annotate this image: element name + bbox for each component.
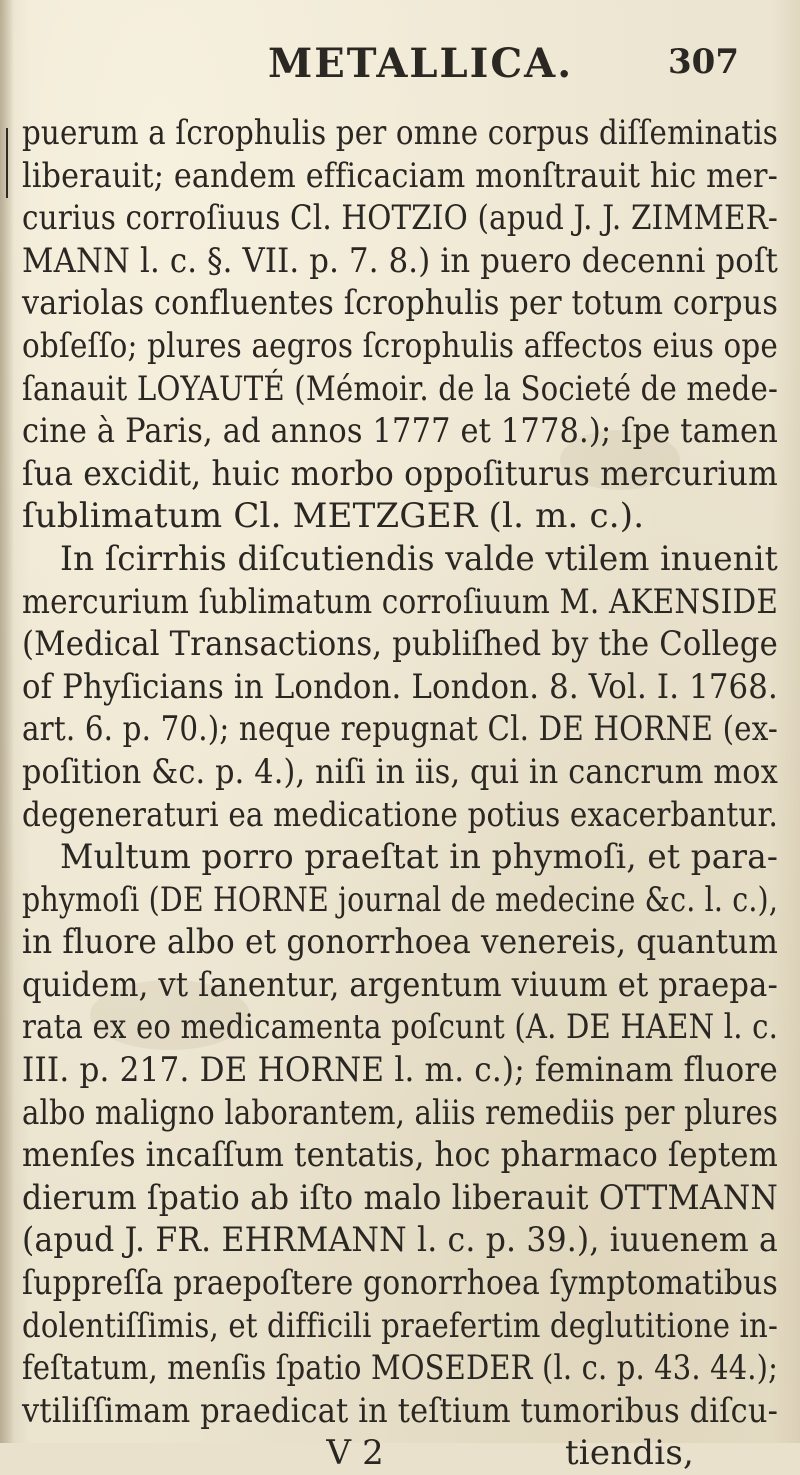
body-text (22, 112, 778, 1475)
text-line: (apud J. FR. EHRMANN l. c. p. 39.), iuuenem a (22, 1220, 778, 1261)
text-line: (Medical Transactions, publiſhed by the College (22, 624, 778, 665)
text-line: dolentiſſimis, et difficili praefertim deglutitione in- (22, 1305, 778, 1346)
text-line: menſes incaſſum tentatis, hoc pharmaco ſeptem (22, 1135, 779, 1176)
paragraph-start-line: In ſcirrhis diſcutiendis valde vtilem inuenit (60, 538, 779, 579)
page-number: 307 (668, 42, 739, 82)
text-line: MANN l. c. §. VII. p. 7. 8.) in puero decenni poſt (22, 240, 779, 281)
text-line: cine à Paris, ad annos 1777 et 1778.); ſpe tamen (22, 411, 778, 452)
text-line: ſanauit LOYAUTÉ (Mémoir. de la Societé de mede- (22, 368, 779, 409)
text-line: III. p. 217. DE HORNE l. m. c.); feminam fluore (22, 1050, 778, 1091)
text-line: vtiliſſimam praedicat in teſtium tumoribus diſcu- (22, 1390, 779, 1431)
text-line: phymoſi (DE HORNE journal de medecine &c. l. c.), (22, 879, 779, 920)
text-line: of Phyſicians in London. London. 8. Vol. I. 1768. (22, 666, 778, 707)
binding-shadow (0, 0, 14, 1443)
text-line: albo maligno laborantem, aliis remediis per plures (22, 1092, 779, 1133)
text-line: degeneraturi ea medicatione potius exacerbantur. (22, 794, 779, 835)
text-line: poſition &c. p. 4.), niſi in iis, qui in cancrum mox (22, 751, 778, 792)
margin-rule (6, 128, 8, 198)
running-title: METALLICA. (268, 40, 574, 87)
text-line: quidem, vt ſanentur, argentum viuum et praepa- (22, 964, 779, 1005)
footer-line (22, 1432, 778, 1475)
text-line: variolas confluentes ſcrophulis per totum corpus (22, 283, 779, 324)
text-line: puerum a ſcrophulis per omne corpus diſſeminatis (22, 113, 779, 153)
text-line: curius corroſiuus Cl. HOTZIO (apud J. J. ZIMMER- (22, 198, 779, 239)
signature-mark: V 2 (326, 1433, 384, 1474)
text-line: rata ex eo medicamenta poſcunt (A. DE HAEN l. c. (22, 1007, 779, 1048)
text-line: ſublimatum Cl. METZGER (l. m. c.). (22, 496, 645, 537)
text-line: liberauit; eandem efficaciam monſtrauit hic mer- (22, 155, 778, 196)
text-line: ſua excidit, huic morbo oppoſiturus mercurium (22, 453, 778, 494)
text-line: art. 6. p. 70.); neque repugnat Cl. DE HORNE (ex- (22, 709, 779, 750)
catchword: tiendis, (564, 1433, 694, 1474)
text-line: feſtatum, menſis ſpatio MOSEDER (l. c. p. 43. 44.); (22, 1348, 779, 1389)
paragraph-start-line: Multum porro praeſtat in phymoſi, et para- (60, 837, 779, 878)
text-line: obſeſſo; plures aegros ſcrophulis affectos eius ope (22, 325, 778, 366)
running-head (0, 40, 800, 100)
text-line: ſuppreſſa praepoſtere gonorrhoea ſymptomatibus (22, 1263, 778, 1304)
text-line: dierum ſpatio ab iſto malo liberauit OTTMANN (22, 1177, 778, 1218)
text-line: mercurium ſublimatum corroſiuum M. AKENSIDE (22, 581, 779, 622)
text-line: in fluore albo et gonorrhoea venereis, quantum (22, 922, 779, 963)
